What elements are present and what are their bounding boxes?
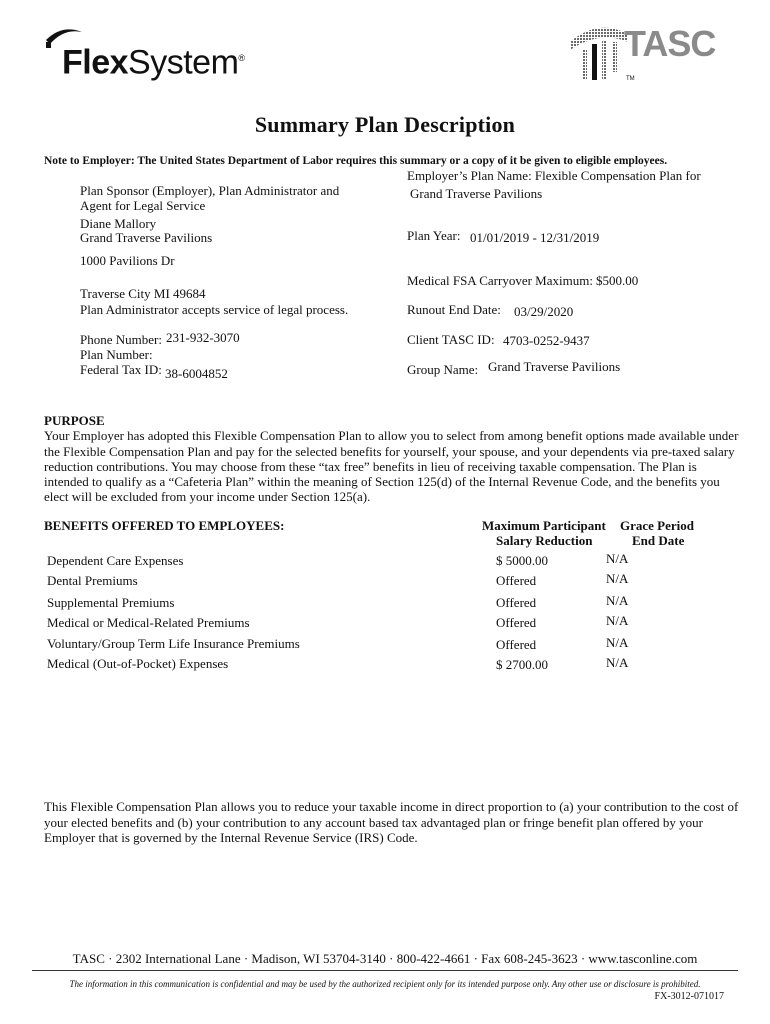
- legal-process-note: Plan Administrator accepts service of legal process.: [80, 302, 349, 317]
- col-header-max-1: Maximum Participant: [482, 518, 606, 533]
- benefit-max: Offered: [496, 615, 537, 630]
- company-name: Grand Traverse Pavilions: [80, 230, 213, 245]
- phone-label: Phone Number:: [80, 332, 162, 347]
- plan-name-label: Employer’s Plan Name: Flexible Compensation Plan for: [407, 168, 701, 183]
- footer-address: TASC · 2302 International Lane · Madison, WI 53704-3140 · 800-422-4661 · Fax 608-245-3623 · www.tasconline.com: [72, 951, 698, 966]
- tax-id-label: Federal Tax ID:: [80, 362, 162, 377]
- benefit-name: Medical or Medical-Related Premiums: [47, 615, 250, 630]
- benefit-grace: N/A: [606, 655, 629, 670]
- col-header-max-2: Salary Reduction: [496, 533, 593, 548]
- logo-system: System: [128, 43, 239, 82]
- plan-year-label: Plan Year:: [407, 228, 461, 243]
- benefit-max: Offered: [496, 595, 537, 610]
- benefit-name: Dependent Care Expenses: [47, 553, 184, 568]
- tasc-emblem-icon: [568, 20, 630, 86]
- runout-label: Runout End Date:: [407, 302, 501, 317]
- page-title: Summary Plan Description: [254, 112, 516, 137]
- benefit-grace: N/A: [606, 635, 629, 650]
- logo-flex: Flex: [62, 43, 129, 82]
- client-id-label: Client TASC ID:: [407, 332, 495, 347]
- purpose-line: intended to qualify as a “Cafeteria Plan” within the meaning of Section 125(d) of the Internal Revenue Code, and the benefits you: [44, 474, 720, 489]
- purpose-line: the Flexible Compensation Plan and pay for the selected benefits for yourself, your spouse, and your dependents via pre-taxed salary: [44, 444, 735, 459]
- benefit-name: Dental Premiums: [47, 573, 138, 588]
- group-name-value: Grand Traverse Pavilions: [488, 359, 621, 374]
- tasc-trademark: TM: [626, 76, 635, 82]
- purpose-line: Your Employer has adopted this Flexible Compensation Plan to allow you to select from among benefit options made available under: [44, 428, 739, 443]
- group-name-label: Group Name:: [407, 362, 479, 377]
- logo-registered: ®: [238, 53, 245, 63]
- runout-value: 03/29/2020: [514, 304, 574, 319]
- contact-name: Diane Mallory: [80, 216, 157, 231]
- benefit-grace: N/A: [606, 571, 629, 586]
- employer-note: Note to Employer: The United States Department of Labor requires this summary or a copy of it be given to eligible employees.: [44, 155, 668, 167]
- plan-name-value: Grand Traverse Pavilions: [410, 186, 543, 201]
- form-id: FX-3012-071017: [654, 991, 724, 1002]
- carryover-label: Medical FSA Carryover Maximum:: [407, 273, 593, 288]
- closing-line: your elected benefits and (b) your contribution to any account based tax advantaged plan or fringe benefit plan offered by your: [44, 815, 703, 830]
- benefit-grace: N/A: [606, 551, 629, 566]
- flexsystem-logo: [40, 22, 260, 82]
- benefit-name: Medical (Out-of-Pocket) Expenses: [47, 656, 229, 671]
- purpose-line: reduction contributions. You may choose from these “tax free” benefits in lieu of receiving taxable compensation. The Plan is: [44, 459, 697, 474]
- benefit-grace: N/A: [606, 613, 629, 628]
- benefit-name: Voluntary/Group Term Life Insurance Premiums: [47, 636, 300, 651]
- benefit-max: $ 5000.00: [496, 553, 548, 568]
- footer-divider: [32, 970, 738, 971]
- closing-line: Employer that is governed by the Internal Revenue Service (IRS) Code.: [44, 830, 418, 845]
- benefit-max: Offered: [496, 573, 537, 588]
- benefits-heading: BENEFITS OFFERED TO EMPLOYEES:: [44, 518, 285, 533]
- benefit-name: Supplemental Premiums: [47, 595, 175, 610]
- benefit-grace: N/A: [606, 593, 629, 608]
- col-header-grace-2: End Date: [632, 533, 685, 548]
- plan-number-label: Plan Number:: [80, 347, 153, 362]
- purpose-heading: PURPOSE: [44, 413, 105, 428]
- benefit-max: Offered: [496, 637, 537, 652]
- tasc-logo: [568, 20, 718, 92]
- plan-year-value: 01/01/2019 - 12/31/2019: [470, 230, 600, 245]
- sponsor-label-2: Agent for Legal Service: [80, 198, 206, 213]
- sponsor-label-1: Plan Sponsor (Employer), Plan Administrator and: [80, 183, 340, 198]
- tax-id-value: 38-6004852: [165, 366, 228, 381]
- street-address: 1000 Pavilions Dr: [80, 253, 175, 268]
- client-id-value: 4703-0252-9437: [503, 333, 590, 348]
- closing-line: This Flexible Compensation Plan allows you to reduce your taxable income in direct proportion to (a) your contribution to the cost of: [44, 799, 739, 814]
- carryover-value: $500.00: [596, 273, 639, 288]
- confidential-notice: The information in this communication is confidential and may be used by the authorized recipient only for its intended purpose only. Any other use or disclosure is prohibited.: [69, 979, 701, 989]
- purpose-line: elect will be excluded from your income under Section 125(a).: [44, 489, 371, 504]
- city-state-zip: Traverse City MI 49684: [80, 286, 206, 301]
- benefit-max: $ 2700.00: [496, 657, 548, 672]
- phone-value: 231-932-3070: [166, 330, 240, 345]
- tasc-wordmark: TASC: [624, 23, 716, 64]
- col-header-grace-1: Grace Period: [620, 518, 694, 533]
